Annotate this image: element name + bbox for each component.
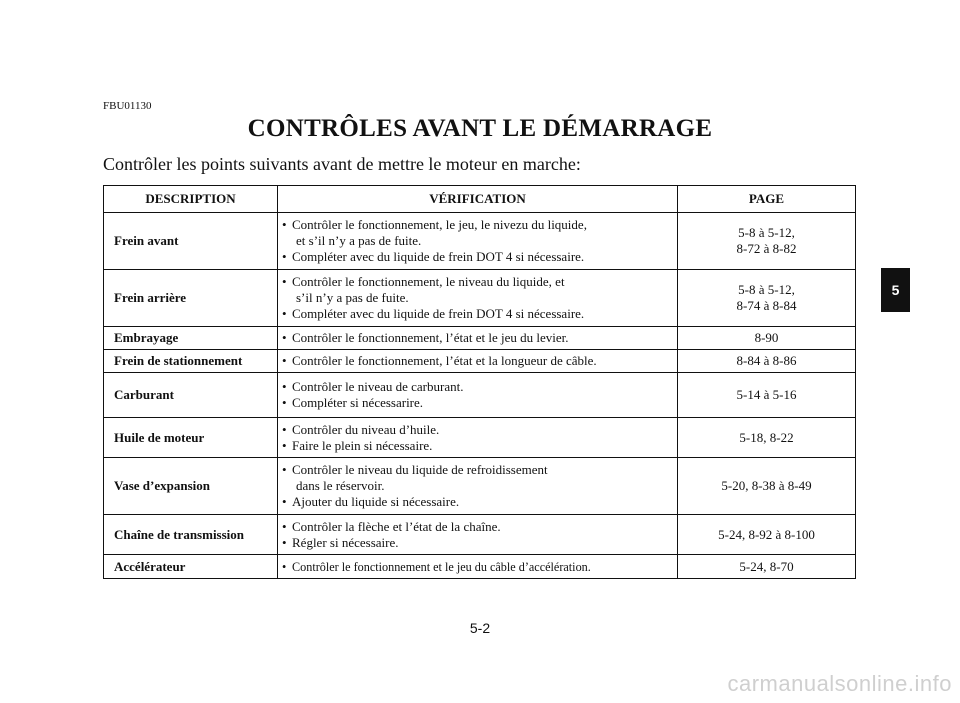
pre-start-check-table (103, 185, 856, 579)
check-text: Régler si nécessaire. (292, 534, 399, 550)
page-reference-line: 8-74 à 8-84 (736, 298, 797, 313)
row-page-reference (678, 555, 856, 579)
row-description: Frein avant (104, 213, 278, 270)
check-text: Contrôler le niveau de carburant. (292, 379, 464, 394)
row-verification (278, 327, 678, 350)
row-verification (278, 270, 678, 327)
check-text: Compléter avec du liquide de frein DOT 4 si nécessaire. (292, 249, 585, 264)
table-row (104, 458, 856, 515)
check-text: Contrôler le fonctionnement, l’état et la longueur de câble. (292, 353, 597, 368)
bullet-icon: • (282, 353, 287, 368)
row-page-reference (678, 270, 856, 327)
bullet-icon: • (282, 494, 287, 509)
page-reference-line: 5-24, 8-70 (739, 558, 794, 574)
check-text: Contrôler du niveau d’huile. (292, 421, 440, 437)
row-page-reference (678, 515, 856, 555)
row-description: Vase d’expansion (104, 458, 278, 515)
check-text-continued: dans le réservoir. (296, 478, 385, 493)
check-text: Compléter si nécessarire. (292, 395, 424, 410)
row-page-reference (678, 418, 856, 458)
table-row (104, 515, 856, 555)
bullet-icon: • (282, 395, 287, 410)
page-reference-line: 5-20, 8-38 à 8-49 (721, 478, 812, 493)
check-text-continued: et s’il n’y a pas de fuite. (296, 233, 422, 248)
row-verification (278, 418, 678, 458)
check-text-continued: s’il n’y a pas de fuite. (296, 290, 409, 305)
page-reference-line: 5-24, 8-92 à 8-100 (718, 526, 815, 542)
bullet-icon: • (282, 421, 287, 437)
page-reference-line: 8-72 à 8-82 (736, 241, 797, 256)
row-page-reference (678, 327, 856, 350)
check-text: Ajouter du liquide si nécessaire. (292, 494, 460, 509)
bullet-icon: • (282, 249, 287, 264)
bullet-icon: • (282, 462, 287, 477)
row-verification (278, 555, 678, 579)
table-row (104, 350, 856, 373)
row-verification (278, 350, 678, 373)
check-text: Contrôler le fonctionnement, le niveau du liquide, et (292, 274, 565, 289)
row-verification (278, 515, 678, 555)
table-row (104, 327, 856, 350)
header-page: PAGE (678, 186, 856, 213)
page-reference-line: 5-8 à 5-12, (738, 225, 795, 240)
row-page-reference (678, 458, 856, 515)
table-row (104, 373, 856, 418)
table-row (104, 555, 856, 579)
row-description: Frein arrière (104, 270, 278, 327)
row-description: Frein de stationnement (104, 350, 278, 373)
page-number: 5-2 (469, 620, 491, 636)
check-text: Contrôler le niveau du liquide de refroidissement (292, 462, 548, 477)
bullet-icon: • (282, 274, 287, 289)
row-description: Carburant (104, 373, 278, 418)
bullet-icon: • (282, 518, 287, 534)
header-description: DESCRIPTION (104, 186, 278, 213)
chapter-tab: 5 (881, 268, 910, 312)
row-verification (278, 373, 678, 418)
row-page-reference (678, 213, 856, 270)
page-reference-line: 5-18, 8-22 (739, 429, 794, 445)
bullet-icon: • (282, 330, 287, 345)
row-description: Chaîne de transmission (104, 515, 278, 555)
row-page-reference (678, 373, 856, 418)
bullet-icon: • (282, 437, 287, 453)
check-text: Compléter avec du liquide de frein DOT 4 si nécessaire. (292, 306, 585, 321)
intro-text: Contrôler les points suivants avant de mettre le moteur en marche: (103, 154, 581, 174)
row-description: Accélérateur (104, 555, 278, 579)
page-reference-line: 8-84 à 8-86 (736, 353, 797, 368)
watermark: carmanualsonline.info (727, 671, 952, 696)
row-verification (278, 458, 678, 515)
page-title: CONTRÔLES AVANT LE DÉMARRAGE (247, 115, 713, 142)
check-text: Contrôler la flèche et l’état de la chaîne. (292, 518, 501, 534)
header-verification: VÉRIFICATION (278, 186, 678, 213)
row-description: Huile de moteur (104, 418, 278, 458)
row-verification (278, 213, 678, 270)
page-reference-line: 5-14 à 5-16 (736, 387, 797, 402)
bullet-icon: • (282, 559, 287, 574)
reference-code: FBU01130 (103, 100, 152, 112)
table-header-row (104, 186, 856, 213)
bullet-icon: • (282, 217, 287, 232)
check-text: Contrôler le fonctionnement, l’état et le jeu du levier. (292, 330, 569, 345)
table-row (104, 418, 856, 458)
row-page-reference (678, 350, 856, 373)
check-text: Contrôler le fonctionnement, le jeu, le nivezu du liquide, (292, 217, 587, 232)
page-reference-line: 5-8 à 5-12, (738, 282, 795, 297)
table-row (104, 270, 856, 327)
bullet-icon: • (282, 379, 287, 394)
row-description: Embrayage (104, 327, 278, 350)
bullet-icon: • (282, 534, 287, 550)
table-row (104, 213, 856, 270)
check-text: Faire le plein si nécessaire. (292, 437, 433, 453)
check-text: Contrôler le fonctionnement et le jeu du câble d’accélération. (292, 559, 591, 574)
bullet-icon: • (282, 306, 287, 321)
page-reference-line: 8-90 (754, 330, 779, 345)
